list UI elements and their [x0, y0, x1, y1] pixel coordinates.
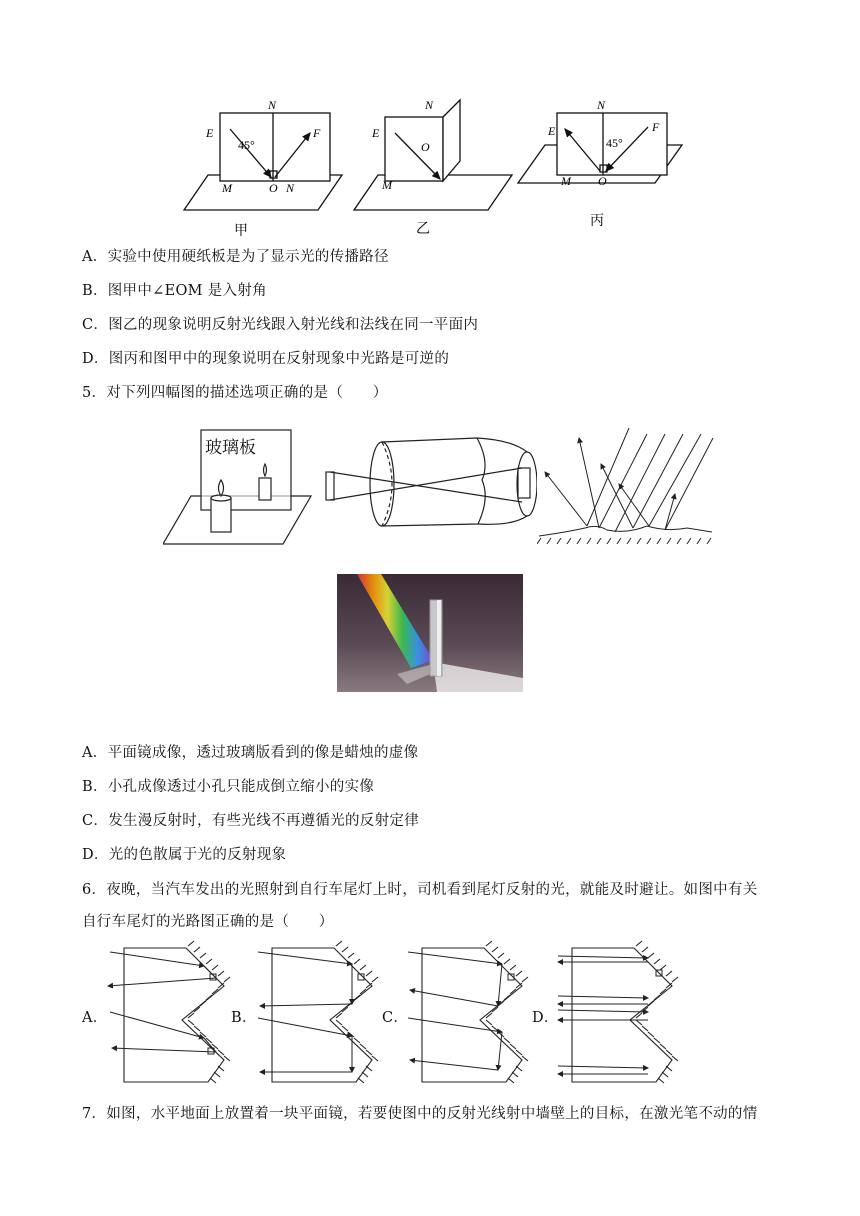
q6-option-a-label: A．: [82, 1010, 108, 1026]
q6-option-d-label: D．: [532, 1010, 559, 1026]
q6-stem-line2: 自行车尾灯的光路图正确的是（ ）: [82, 914, 334, 930]
taillight-option-c: [408, 941, 528, 1083]
taillight-option-a: [108, 941, 230, 1083]
label-n: N: [268, 98, 277, 112]
angle-label: 45°: [238, 138, 255, 152]
label-f-bing: F: [652, 120, 660, 134]
q5-option-d: D．光的色散属于光的反射现象: [82, 847, 287, 863]
label-o: O: [269, 181, 278, 195]
diffuse-reflection-figure: [537, 428, 717, 546]
label-m-yi: M: [382, 178, 392, 192]
q4-option-d: D．图丙和图甲中的现象说明在反射现象中光路是可逆的: [82, 351, 450, 367]
caption-yi: 乙: [416, 222, 430, 237]
q7-stem: 7．如图，水平地面上放置着一块平面镜，若要使图中的反射光线射中墙壁上的目标，在激光笔不动的情: [82, 1106, 758, 1122]
label-f: F: [313, 126, 321, 140]
q5-option-c: C．发生漫反射时，有些光线不再遵循光的反射定律: [82, 813, 419, 829]
q5-option-b: B．小孔成像透过小孔只能成倒立缩小的实像: [82, 779, 375, 795]
taillight-option-b: [258, 941, 378, 1083]
glass-label: 玻璃板: [205, 438, 256, 458]
q4-option-c: C．图乙的现象说明反射光线跟入射光线和法线在同一平面内: [82, 317, 479, 333]
label-e: E: [206, 126, 214, 140]
angle-label-bing: 45°: [606, 136, 623, 150]
label-e-yi: E: [372, 126, 380, 140]
figure-yi: [354, 100, 512, 210]
reflection-experiment-figure: [170, 95, 690, 240]
label-n-yi: N: [425, 98, 434, 112]
caption-bing: 丙: [590, 214, 604, 229]
q4-option-a: A．实验中使用硬纸板是为了显示光的传播路径: [82, 249, 389, 265]
label-m-bing: M: [561, 174, 571, 188]
label-o-bing: O: [598, 174, 607, 188]
taillight-option-d: [558, 941, 678, 1083]
q6-option-c-label: C．: [382, 1010, 409, 1026]
label-e-bing: E: [548, 124, 556, 138]
label-o-yi: O: [421, 140, 430, 154]
prism-dispersion-photo: [337, 574, 523, 692]
q6-stem-line1: 6．夜晚，当汽车发出的光照射到自行车尾灯上时，司机看到尾灯反射的光，就能及时避让。如图中有关: [82, 882, 758, 898]
q5-stem: 5．对下列四幅图的描述选项正确的是（ ）: [82, 385, 388, 401]
pinhole-camera-figure: [322, 432, 537, 532]
caption-jia: 甲: [234, 224, 248, 239]
label-n-bing: N: [597, 98, 606, 112]
label-m: M: [222, 181, 232, 195]
label-n-bottom: N: [286, 181, 295, 195]
q6-option-b-label: B．: [231, 1010, 257, 1026]
taillight-options-figure: [100, 940, 700, 1090]
q5-option-a: A．平面镜成像，透过玻璃版看到的像是蜡烛的虚像: [82, 745, 419, 761]
q4-option-b: B．图甲中∠EOM 是入射角: [82, 283, 267, 299]
